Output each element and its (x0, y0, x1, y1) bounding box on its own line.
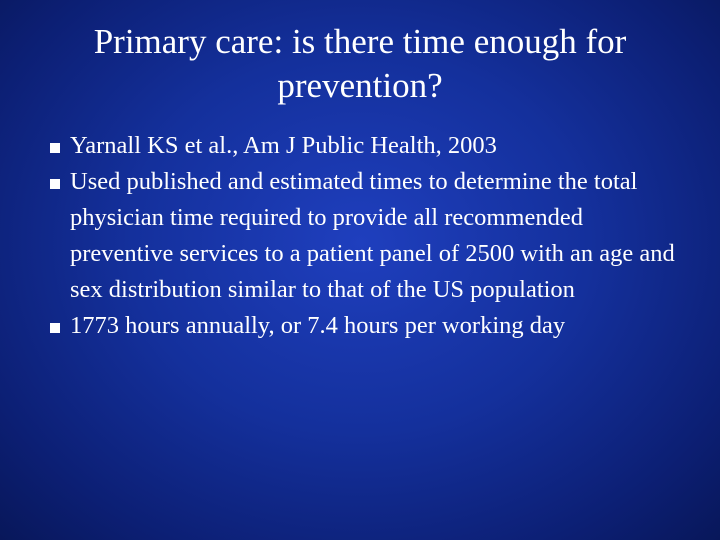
square-bullet-icon (50, 143, 60, 153)
bullet-item (50, 128, 690, 164)
square-bullet-icon (50, 323, 60, 333)
bullet-text: Used published and estimated times to determine the total physician time required to provide all recommended preventive services to a patient panel of 2500 with an age and sex distribution similar to that of the US population (70, 168, 675, 303)
bullet-item (50, 164, 690, 308)
bullet-item (50, 308, 690, 344)
slide-title: Primary care: is there time enough for prevention? (93, 22, 627, 105)
bullet-text: Yarnall KS et al., Am J Public Health, 2003 (70, 132, 497, 159)
bullet-list (50, 128, 690, 344)
bullet-text: 1773 hours annually, or 7.4 hours per working day (70, 312, 566, 339)
square-bullet-icon (50, 179, 60, 189)
